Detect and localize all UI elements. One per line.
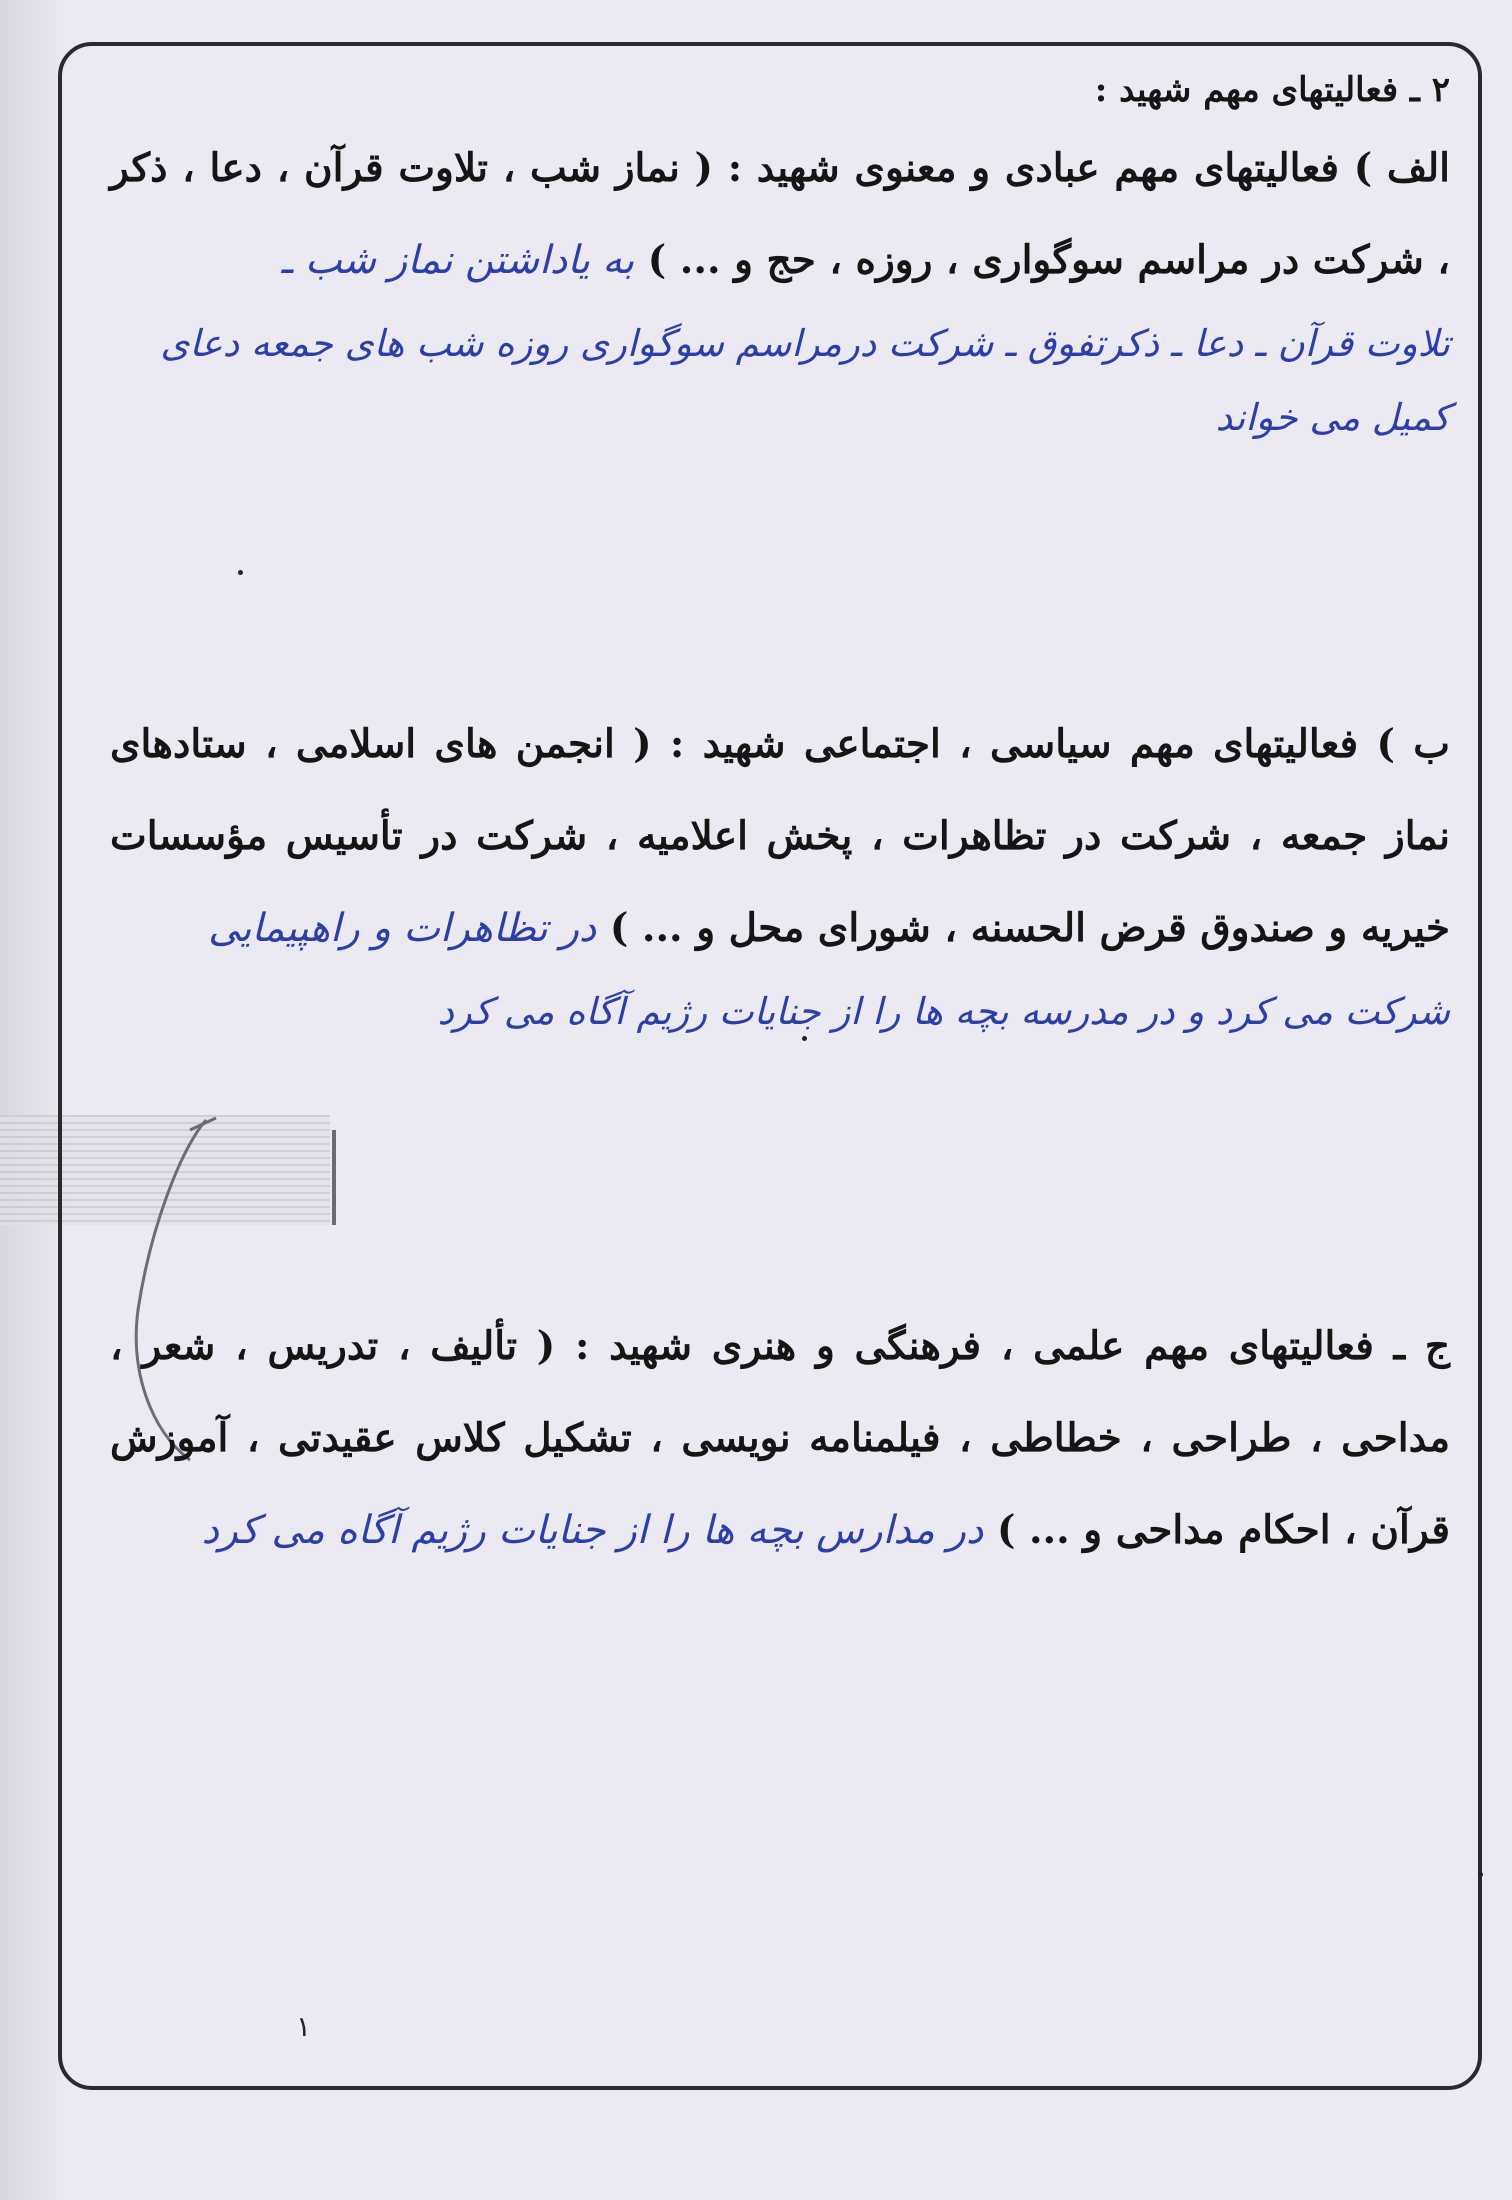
part-c-question: [110, 1300, 1450, 1577]
part-b-block: [110, 698, 1450, 1049]
stray-dot: [238, 570, 243, 575]
part-b-handwritten-answer: شرکت می کرد و در مدرسه بچه ها را از جنایات رژیم آگاه می کرد: [437, 990, 1450, 1033]
part-b-question: [110, 698, 1450, 975]
part-c-printed-text: ج ـ فعالیتهای مهم علمی ، فرهنگی و هنری شهید : ( تألیف ، تدریس ، شعر ، مداحی ، طراحی ، خطاطی ، فیلمنامه نویسی ، تشکیل کلاس عقیدتی ، آموزش قرآن ، احکام مداحی و ... ): [110, 1323, 1450, 1553]
part-c-handwritten-inline: در مدارس بچه ها را از جنایات رژیم آگاه می کرد: [201, 1508, 984, 1553]
part-a-printed-text: الف ) فعالیتهای مهم عبادی و معنوی شهید : ( نماز شب ، تلاوت قرآن ، دعا ، ذکر ، شرکت در مراسم سوگواری ، روزه ، حج و ... ): [110, 145, 1450, 283]
document-body: [110, 60, 1450, 1553]
part-a-block: [110, 122, 1450, 455]
part-b-handwritten-inline: در تظاهرات و راهپیمایی: [208, 906, 597, 951]
stray-dot: [1478, 1872, 1483, 1877]
section-heading: ۲ ـ فعالیتهای مهم شهید :: [1094, 70, 1450, 110]
part-b-printed-text: ب ) فعالیتهای مهم سیاسی ، اجتماعی شهید : ( انجمن های اسلامی ، ستادهای نماز جمعه ، شرکت در تظاهرات ، پخش اعلامیه ، شرکت در تأسیس مؤسسات خیریه و صندوق قرض الحسنه ، شورای محل و ... ): [110, 721, 1450, 951]
page-number: ۱: [296, 2010, 312, 2043]
part-c-block: [110, 1300, 1450, 1577]
part-a-handwritten-answer: تلاوت قرآن ـ دعا ـ ذکرتفوق ـ شرکت درمراسم سوگواری روزه شب های جمعه دعای کمیل می خواند: [160, 322, 1450, 439]
part-a-handwritten-inline: به یاداشتن نماز شب ـ: [281, 238, 635, 283]
part-a-question: [110, 122, 1450, 307]
